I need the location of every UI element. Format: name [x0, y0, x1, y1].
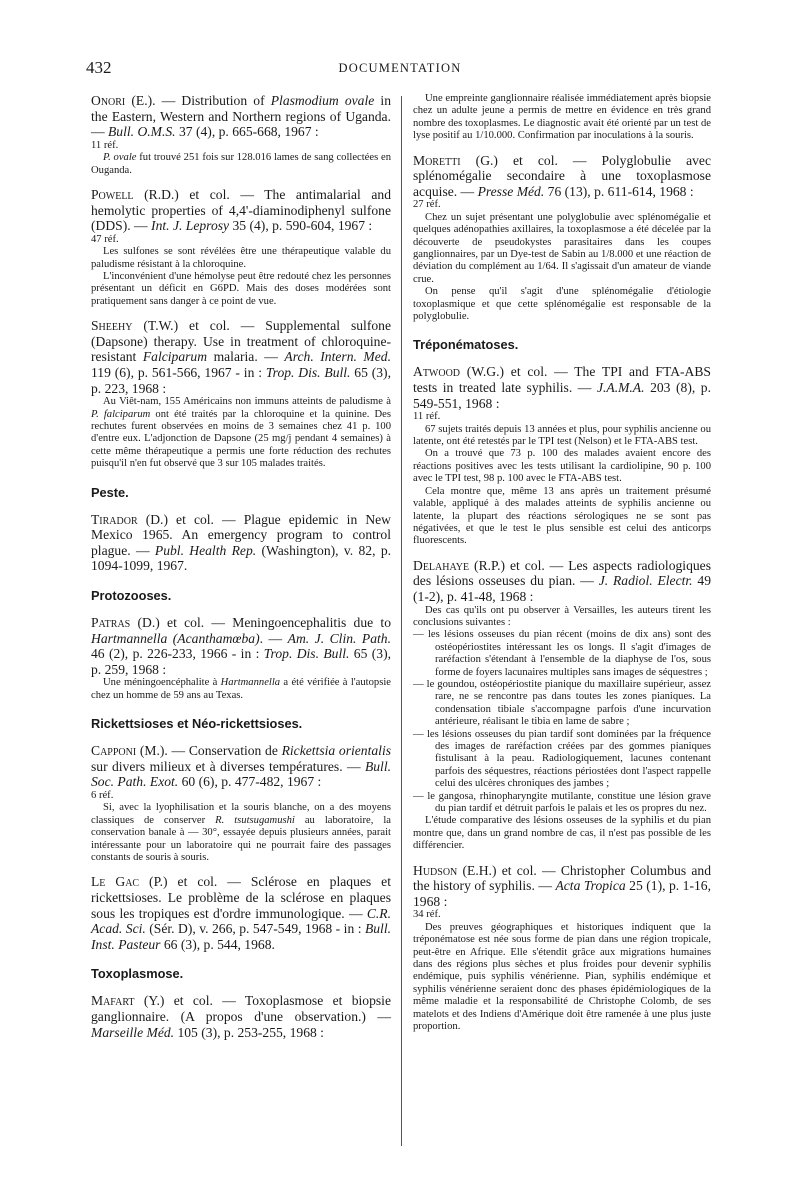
text-run: Bull. Soc. Path. Exot.	[91, 758, 391, 790]
citation	[91, 187, 391, 234]
text-run: et col. — Christopher Columbus and the history of syphilis. —	[413, 862, 712, 894]
bibliography-entry	[413, 364, 711, 547]
citation	[91, 512, 391, 574]
text-run: Plasmodium ovale	[270, 93, 375, 108]
text-run: Si, avec la lyophilisation et la souris blanche, on a des moyens classiques de conserver	[91, 802, 391, 826]
text-run: J. Radiol. Electr.	[598, 573, 693, 589]
abstract	[91, 677, 391, 702]
text-run: Trop. Dis. Bull.	[265, 365, 351, 380]
citation	[91, 615, 391, 677]
text-run: et col. — Meningoencephalitis due to	[159, 615, 391, 630]
text-run: L'étude comparative des lésions osseuses de la syphilis et du pian montre que, dans un grand nombre de cas, il n'est pas possible de les différencier.	[413, 815, 711, 852]
author-name: Atwood (W.G.)	[413, 364, 505, 380]
bibliography-entry	[91, 187, 391, 308]
text-run: J.A.M.A.	[596, 380, 645, 396]
text-run: R. tsutsugamushi	[215, 814, 295, 826]
text-run: sur divers milieux et à diverses températures. —	[91, 758, 365, 774]
text-run: 37 (4), p. 665-668, 1967 :	[175, 124, 319, 140]
text-run: Cela montre que, même 13 ans après un traitement présumé valable, appliqué à des malades atteints de syphilis ancienne ou latente, la plupart des réactions sérologiques ne se sont pas négativées, et que le test le plus sensible est celui des anticorps fluorescents.	[413, 485, 711, 547]
citation	[413, 863, 711, 910]
text-run: (Washington), v. 82, p. 1094-1099, 1967.	[91, 542, 392, 574]
text-run: 119 (6), p. 561-566, 1967 - in :	[91, 365, 266, 380]
text-run: 66 (3), p. 544, 1968.	[160, 936, 275, 952]
text-run: 67 sujets traités depuis 13 années et plus, pour syphilis ancienne ou latente, ont été retestés par le TPI test (Nelson) et le FTA-ABS test.	[413, 423, 711, 448]
text-run: C.R. Acad. Sci.	[91, 905, 391, 937]
author-name: Le Gac (P.)	[91, 874, 168, 890]
author-name: Patras (D.)	[91, 615, 160, 630]
text-run: fut trouvé 251 fois sur 128.016 lames de sang collectées en Ouganda.	[91, 152, 391, 176]
bibliography-entry	[91, 318, 391, 470]
abstract	[413, 424, 711, 548]
reference-count: 47 réf.	[91, 233, 119, 245]
page-number: 432	[86, 58, 112, 77]
text-run: — Conservation de	[167, 743, 282, 759]
section-heading: Toxoplasmose.	[91, 966, 184, 982]
citation	[91, 874, 391, 952]
citation	[91, 993, 391, 1040]
citation	[413, 153, 711, 200]
abstract-paragraph	[91, 246, 391, 271]
text-run: et col. — Sclérose en plaques et rickettsioses. Le problème de la sclérose en plaques sous les tropiques est d'ordre immunologique. —	[91, 874, 391, 921]
list-item: — le goundou, ostéopériostite pianique du maxillaire supérieur, assez rare, ne se rencontre pas dans toutes les zones pianiques. La condensation tibiale s'accompagne parfois d'une incurvation antérieure, réalisant le tibia en lame de sabre ;	[413, 679, 711, 729]
abstract-paragraph	[413, 286, 711, 323]
text-run: 60 (6), p. 477-482, 1967 :	[178, 774, 322, 790]
author-name: Powell (R.D.)	[91, 187, 179, 202]
text-run: et col. — Toxoplasmose et biopsie ganglionnaire. (A propos d'une observation.) —	[91, 993, 391, 1024]
bibliography-entry	[91, 615, 391, 702]
running-title: DOCUMENTATION	[338, 61, 462, 75]
bibliography-entry	[413, 558, 711, 853]
bibliography-entry	[413, 863, 711, 1034]
text-run: 203 (8), p. 549-551, 1968 :	[413, 380, 712, 411]
bibliography-entry	[91, 993, 391, 1040]
text-run: On a trouvé que 73 p. 100 des malades avaient encore des réactions positives avec les tests utilisant la cardiolipine, 90 p. 100 avec le TPI test, 98 p. 100 avec le FTA-ABS test.	[413, 448, 711, 485]
abstract-paragraph	[413, 815, 711, 852]
text-run: et col. — Plague epidemic in New Mexico 1965. An emergency program to control plague. —	[91, 511, 391, 558]
abstract	[91, 152, 391, 177]
text-run: 105 (3), p. 253-255, 1968 :	[174, 1024, 324, 1040]
citation	[91, 93, 391, 140]
text-run: 65 (3), p. 259, 1968 :	[91, 646, 391, 677]
abstract-paragraph	[413, 605, 711, 630]
abstract-paragraph	[413, 424, 711, 449]
text-run: Une empreinte ganglionnaire réalisée immédiatement après biopsie chez un adulte jeune a permis de mettre en évidence en très grand nombre des toxoplasmes. Le diagnostic avait été orienté par un test de lyse positif au 1/10.000. Confirmation par inoculations à la souris.	[413, 93, 711, 142]
text-run: Les sulfones se sont révélées être une thérapeutique valable du paludisme résistant à la chloroquine.	[91, 246, 391, 270]
abstract	[413, 605, 711, 853]
section-heading: Peste.	[91, 484, 129, 500]
bibliography-entry	[91, 512, 391, 574]
reference-count: 34 réf.	[413, 909, 441, 921]
author-name: Moretti (G.)	[413, 152, 498, 168]
author-name: Tirador (D.)	[91, 511, 168, 527]
text-run: Rickettsia orientalis	[281, 743, 392, 759]
text-run: ont été traités par la chloroquine et la quinine. Des rechutes furent observées en moins de 3 semaines chez 41 p. 100 d'entre eux. L'adjonction de Dapsone (25 mg/j pendant 4 semaines) à cette même thérapeutique a permis une forte réduction des rechutes puisqu'il n'en fut observé que 3 sur 105 malades traités.	[91, 408, 391, 470]
text-run: et col. — Supplemental sulfone (Dapsone) therapy. Use in treatment of chloroquine-resistant	[91, 318, 391, 365]
text-run: et col. — Polyglobulie avec splénomégalie secondaire à une toxoplasmose acquise. —	[413, 152, 711, 199]
text-run: Une méningoencéphalite à	[103, 677, 221, 689]
conclusion-list	[413, 629, 711, 815]
text-run: 65 (3), p. 223, 1968 :	[91, 365, 391, 396]
text-run: Falciparum	[142, 349, 208, 365]
abstract	[91, 396, 391, 470]
text-run: P. ovale	[103, 152, 137, 164]
author-name: Sheehy (T.W.)	[91, 318, 179, 334]
text-run: Au Viêt-nam, 155 Américains non immuns atteints de paludisme à	[103, 396, 391, 408]
page-header	[0, 58, 800, 82]
author-name: Hudson (E.H.)	[413, 862, 497, 878]
text-run: Trop. Dis. Bull.	[263, 646, 350, 662]
text-run: 35 (4), p. 590-604, 1967 :	[229, 218, 373, 234]
text-run: 25 (1), p. 1-16, 1968 :	[413, 878, 712, 909]
text-run: Marseille Méd.	[91, 1024, 175, 1040]
abstract-paragraph	[413, 922, 711, 1034]
text-run: Am. J. Clin. Path.	[287, 630, 391, 646]
abstract	[91, 802, 391, 864]
text-run: L'inconvénient d'une hémolyse peut être redouté chez les personnes présentant un déficit en G6PD. Mais des doses modérées sont pratiquement sans danger à ce point de vue.	[91, 271, 391, 307]
list-item: — le gangosa, rhinopharyngite mutilante, constitue une lésion grave du pian tardif et détruit parfois le palais et les os propres du nez.	[413, 791, 711, 816]
text-run: Des preuves géographiques et historiques indiquent que la tréponématose est née sous forme de pian dans une région tropicale, peut-être en Afrique. Elle s'étendit grâce aux migrations humaines dans des régions plus sèches et plus froides pour devenir syphilis endémique, puis syphilis vénérienne. Pian, syphilis endémique et syphilis vénérienne seraient donc des phases épidémiologiques de la même maladie et la responsabilité de Christophe Colomb, de ses matelots et des Indiens d'Amérique doit être ramenée à une plus juste proportion.	[413, 921, 711, 1033]
abstract-paragraph	[91, 152, 391, 177]
abstract-paragraph	[413, 486, 711, 548]
citation	[413, 558, 711, 605]
right-column	[413, 93, 711, 1043]
text-run: Publ. Health Rep.	[154, 542, 257, 558]
text-run: Bull. O.M.S.	[108, 124, 176, 140]
text-run: Acta Tropica	[555, 878, 626, 894]
abstract	[91, 246, 391, 308]
reference-count: 11 réf.	[413, 411, 441, 423]
text-run: 46 (2), p. 226-233, 1966 - in :	[91, 646, 264, 662]
text-run: 76 (13), p. 611-614, 1968 :	[544, 183, 694, 199]
text-run: 49 (1-2), p. 41-48, 1968 :	[413, 573, 711, 604]
author-name: Capponi (M.).	[91, 743, 168, 759]
section-heading: Rickettsioses et Néo-rickettsioses.	[91, 716, 303, 732]
text-run: Presse Méd.	[477, 183, 545, 199]
text-run: et col. — The antimalarial and hemolytic properties of 4,4'-diaminodiphenyl sulfone (DDS). —	[91, 187, 391, 234]
text-run: a été vérifiée à l'autopsie chez un homme de 59 ans au Texas.	[91, 677, 391, 701]
text-run: — Distribution of	[155, 93, 271, 108]
citation	[91, 318, 391, 396]
abstract	[413, 212, 711, 324]
citation	[413, 364, 711, 411]
text-run: Int. J. Leprosy	[151, 218, 230, 234]
bibliography-entry	[91, 743, 391, 864]
abstract-paragraph	[413, 448, 711, 485]
text-run: (Sér. D), v. 266, p. 547-549, 1968 - in :	[145, 921, 365, 937]
text-run: in the Eastern, Western and Northern regions of Uganda. —	[91, 93, 391, 140]
text-run: . —	[259, 630, 288, 646]
text-run: au laboratoire, la conservation banale à — 30°, essayée depuis plusieurs années, parait intéressante pour un laboratoire qui ne pourrait faire des passages constants de souris à souris.	[91, 814, 392, 863]
text-run: et col. — Les aspects radiologiques des lésions osseuses du pian. —	[413, 557, 711, 589]
text-run: On pense qu'il s'agit d'une splénomégalie d'étiologie toxoplasmique et que cette splénomégalie est responsable de la polyglobulie.	[413, 286, 711, 323]
abstract-paragraph	[91, 271, 391, 308]
text-run: Des cas qu'ils ont pu observer à Versailles, les auteurs tirent les conclusions suivantes :	[413, 604, 711, 628]
abstract-paragraph	[413, 93, 711, 143]
reference-count: 6 réf.	[91, 789, 114, 801]
text-run: et col. — The TPI and FTA-ABS tests in treated late syphilis. —	[413, 364, 711, 396]
bibliography-entry	[413, 93, 711, 143]
abstract	[413, 922, 711, 1034]
bibliography-entry	[91, 874, 391, 952]
abstract-paragraph	[91, 396, 391, 470]
text-run: P. falciparum	[91, 408, 151, 420]
author-name: Mafart (Y.)	[91, 993, 165, 1009]
bibliography-entry	[91, 93, 391, 177]
author-name: Onori (E.).	[91, 93, 156, 108]
bibliography-entry	[413, 153, 711, 324]
reference-count: 11 réf.	[91, 139, 119, 151]
reference-count: 27 réf.	[413, 199, 441, 211]
abstract-paragraph	[91, 677, 391, 702]
text-run: malaria. —	[207, 349, 285, 365]
text-run: Chez un sujet présentant une polyglobulie avec splénomégalie et quelques adénopathies axillaires, la toxoplasmose a été décelée par la découverte de pseudokystes parasitaires dans les coupes ganglionnaires, par un Dye-test de Sabin au 1/8.000 et une réaction de déviation du complément au 1/64. Il s'agissait d'un amateur de viande crue.	[413, 211, 711, 285]
column-divider	[401, 96, 402, 1146]
author-name: Delahaye (R.P.)	[413, 557, 506, 573]
left-column	[91, 93, 391, 1050]
list-item: — les lésions osseuses du pian récent (moins de dix ans) sont des ostéopériostites intéressant les os longs. Il s'agit d'images de raréfaction s'étendant à l'ensemble de la diaphyse de l'os, sous forme de foyers lacunaires multiples sans images de séquestres ;	[413, 629, 711, 679]
abstract	[413, 93, 711, 143]
list-item: — les lésions osseuses du pian tardif sont dominées par la fréquence des images de raréfaction créées par des gommes pianiques fistulisant à la peau. Radiologiquement, lacunes contenant parfois des séquestres, réactions périostées dont l'aspect rappelle celui des ulcères chroniques des jambes ;	[413, 729, 711, 791]
text-run: Arch. Intern. Med.	[284, 349, 391, 365]
section-heading: Protozooses.	[91, 588, 172, 603]
abstract-paragraph	[91, 802, 391, 864]
text-run: Bull. Inst. Pasteur	[91, 921, 391, 952]
section-heading: Tréponématoses.	[413, 337, 519, 353]
text-run: Hartmannella	[220, 677, 281, 689]
citation	[91, 743, 391, 790]
text-run: Hartmannella (Acanthamœba)	[91, 630, 260, 646]
abstract-paragraph	[413, 212, 711, 286]
